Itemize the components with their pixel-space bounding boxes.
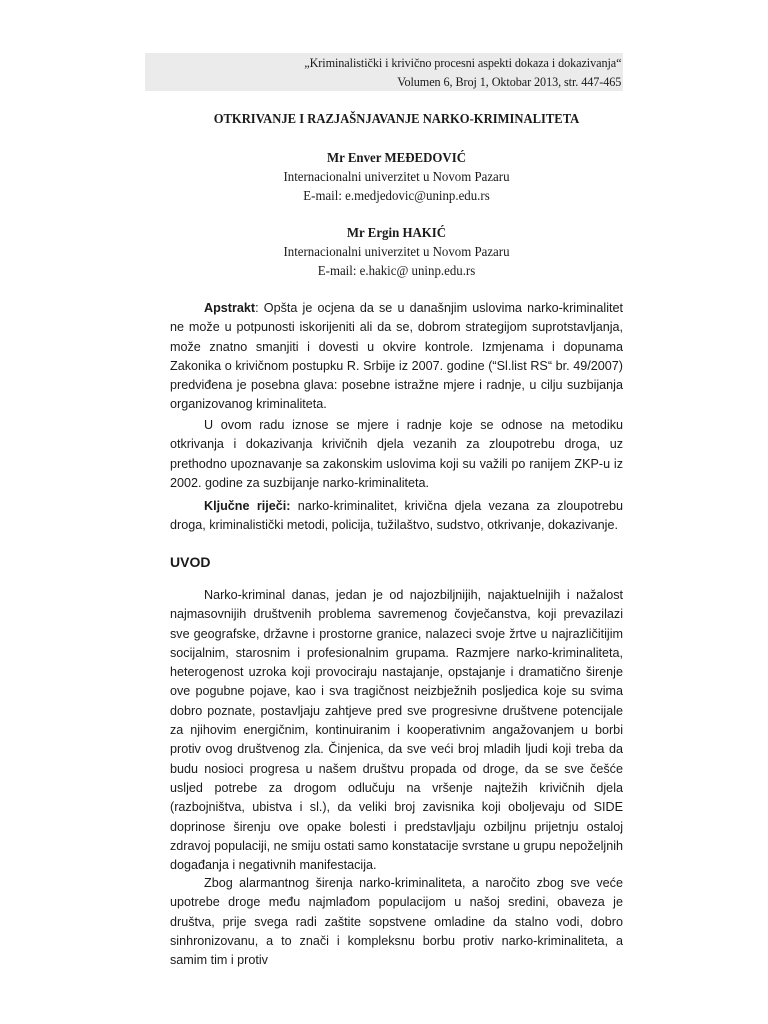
- author-affiliation: Internacionalni univerzitet u Novom Pazaru: [283, 245, 510, 260]
- journal-name: „Kriminalistički i krivično procesni aspekti dokaza i dokazivanja“: [303, 55, 621, 70]
- paper-title: OTKRIVANJE I RAZJAŠNJAVANJE NARKO-KRIMINALITETA: [213, 112, 580, 127]
- author-email: E-mail: e.medjedovic@uninp.edu.rs: [303, 189, 490, 204]
- keywords-paragraph: [170, 497, 623, 536]
- author-affiliation: Internacionalni univerzitet u Novom Pazaru: [283, 170, 510, 185]
- abstract-focus-paragraph: U ovom radu iznose se mjere i radnje koje se odnose na metodiku otkrivanja i dokazivanja krivičnih djela vezanih za zloupotrebu droga, uz prethodno upoznavanje sa zakonskim uslovima koji su važili po ranijem ZKP-u iz 2002. godine za suzbijanje narko-kriminaliteta.: [170, 418, 623, 490]
- author-name: Mr Ergin HAKIĆ: [346, 226, 447, 241]
- author-block-1: [170, 149, 623, 206]
- intro-paragraph-2: Zbog alarmantnog širenja narko-kriminaliteta, a naročito zbog sve veće upotrebe droge među najmlađom populacijom u našoj sredini, obaveza je društva, prije svega radi zaštite sopstvene omladine da stalno vodi, dobro sinhronizovanu, a to znači i kompleksnu borbu protiv narko-kriminaliteta, a samim tim i protiv: [170, 876, 623, 968]
- intro-paragraph-1: Narko-kriminal danas, jedan je od najozbiljnijih, najaktuelnijih i nažalost najmasovnijih društvenih problema savremenog čovječanstva, koji prevazilazi sve geografske, državne i prostorne granice, nalazeci svoje žrtve u najrazličitijim socijalnim, starosnim i profesionalnim grupama. Razmjere narko-kriminaliteta, heterogenost uzroka koji provociraju nastajanje, opstajanje i dramatično širenje ove pogubne pojave, kao i sva tragičnost neizbježnih posljedica koje su svima dobro poznate, postavljaju zahtjeve pred sve progresivne društvene potencijale za njihovim energičnim, kontinuiranim i kooperativnim angažovanjem u borbi protiv ovog društvenog zla. Činjenica, da sve veći broj mladih ljudi koji treba da budu nosioci progresa u našem društvu propada od droge, da se sve češće usljed potrebe za drogom odlučuju na vršenje najtežih krivičnih djela (razbojništva, ubistva i sl.), da veliki broj zavisnika koji oboljevaju od SIDE doprinose širenju ove opake bolesti i predstavljaju ozbiljnu prijetnju ostaloj zdravoj populaciji, ne smiju ostati samo konstatacije svrstane u grupu nepoželjnih događanja i negativnih manifestacija.: [170, 588, 623, 873]
- abstract-text: : Opšta je ocjena da se u današnjim uslovima narko-kriminalitet ne može u potpunosti iskorijeniti ali da se, dobrom strategijom suprotstavljanja, može znatno smanjiti i dovesti u okvire kontrole. Izmjenama i dopunama Zakonika o krivičnom postupku R. Srbije iz 2007. godine (“Sl.list RS“ br. 49/2007) predviđena je posebna glava: posebne istražne mjere i radnje, u cilju suzbijanja organizovanog kriminaliteta.: [170, 301, 623, 412]
- author-email: E-mail: e.hakic@ uninp.edu.rs: [317, 264, 476, 279]
- journal-volume: Volumen 6, Broj 1, Oktobar 2013, str. 447-465: [397, 74, 621, 89]
- author-name: Mr Enver MEĐEDOVIĆ: [326, 151, 467, 166]
- abstract-paragraph: [170, 299, 623, 415]
- section-heading: UVOD: [170, 554, 211, 570]
- abstract-label: Apstrakt: [204, 301, 256, 315]
- author-block-2: [170, 224, 623, 281]
- keywords-text: narko-kriminalitet, krivična djela vezana za zloupotrebu droga, kriminalistički metodi, policija, tužilaštvo, sudstvo, otkrivanje, dokazivanje.: [170, 499, 623, 533]
- keywords-label: Ključne riječi:: [204, 499, 291, 513]
